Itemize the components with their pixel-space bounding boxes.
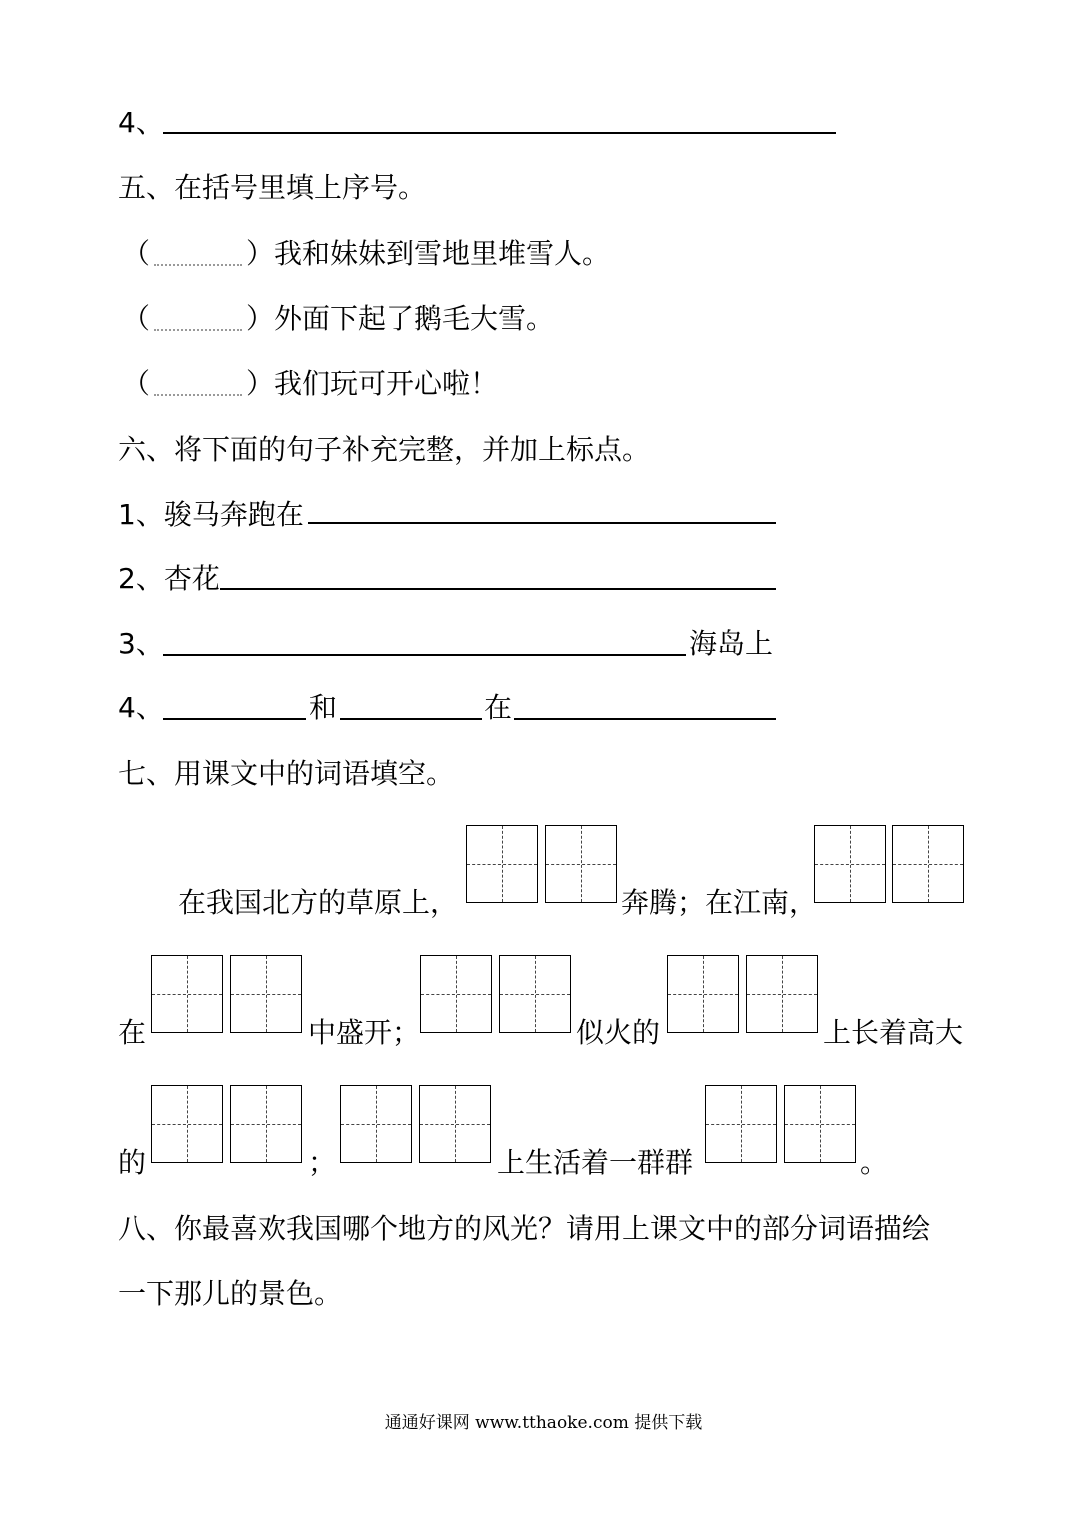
- order-blank[interactable]: [154, 309, 242, 331]
- tian-grid-box[interactable]: [230, 955, 302, 1033]
- order-blank[interactable]: [154, 374, 242, 396]
- tian-grid-box[interactable]: [340, 1085, 412, 1163]
- open-paren: （: [122, 237, 151, 270]
- s7-row3-text-a: 的: [118, 1146, 147, 1179]
- tian-grid-box[interactable]: [151, 955, 223, 1033]
- tian-grid-box[interactable]: [892, 825, 964, 903]
- s6-blank-1[interactable]: [308, 522, 776, 524]
- section-7-title: 七、用课文中的词语填空。: [118, 757, 455, 790]
- s6-blank-4b[interactable]: [340, 718, 482, 720]
- s5-item-1: [122, 236, 610, 272]
- order-blank[interactable]: [154, 244, 242, 266]
- s5-item-3-text: 我们玩可开心啦！: [274, 367, 499, 400]
- section-6-title: 六、将下面的句子补充完整，并加上标点。: [118, 433, 651, 466]
- s5-item-2-text: 外面下起了鹅毛大雪。: [274, 302, 555, 335]
- open-paren: （: [122, 367, 151, 400]
- tian-grid-box[interactable]: [545, 825, 617, 903]
- q4-answer-line[interactable]: [163, 132, 836, 134]
- section-8-line-1: 八、你最喜欢我国哪个地方的风光？请用上课文中的部分词语描绘: [118, 1212, 931, 1245]
- s7-row2-text-a: 在: [118, 1016, 147, 1049]
- tian-grid-box[interactable]: [784, 1085, 856, 1163]
- close-paren: ）: [246, 367, 275, 400]
- s7-row2-text-c: 似火的: [576, 1016, 661, 1049]
- s6-line-3-suffix: 海岛上: [689, 627, 774, 660]
- tian-grid-box[interactable]: [230, 1085, 302, 1163]
- tian-grid-box[interactable]: [151, 1085, 223, 1163]
- s6-blank-2[interactable]: [220, 588, 776, 590]
- open-paren: （: [122, 302, 151, 335]
- s6-line-4-and: 和: [309, 691, 338, 724]
- tian-grid-box[interactable]: [420, 955, 492, 1033]
- section-8-line-2: 一下那儿的景色。: [118, 1277, 343, 1310]
- tian-grid-box[interactable]: [499, 955, 571, 1033]
- s5-item-2: [122, 301, 554, 337]
- tian-grid-box[interactable]: [667, 955, 739, 1033]
- s7-row1-text-b: 奔腾；在江南，: [621, 886, 818, 919]
- tian-grid-box[interactable]: [746, 955, 818, 1033]
- s7-row2-text-b: 中盛开；: [308, 1016, 421, 1049]
- s7-row2-text-d: 上长着高大: [823, 1016, 964, 1049]
- s7-row3-text-d: 。: [860, 1146, 889, 1179]
- s6-line-2: 2、杏花: [118, 562, 220, 595]
- s6-blank-3[interactable]: [163, 654, 686, 656]
- tian-grid-box[interactable]: [705, 1085, 777, 1163]
- tian-grid-box[interactable]: [466, 825, 538, 903]
- s7-row3-text-c: 上生活着一群群: [497, 1146, 694, 1179]
- s6-line-3-prefix: 3、: [118, 627, 164, 660]
- s6-line-4-prefix: 4、: [118, 691, 164, 724]
- section-5-title: 五、在括号里填上序号。: [118, 171, 427, 204]
- tian-grid-box[interactable]: [814, 825, 886, 903]
- s6-line-1: 1、骏马奔跑在: [118, 498, 304, 531]
- q4-label: 4、: [118, 106, 164, 139]
- s6-blank-4a[interactable]: [163, 718, 306, 720]
- s7-row1-text-a: 在我国北方的草原上，: [178, 886, 459, 919]
- page-footer: 通通好课网 www.tthaoke.com 提供下载: [384, 1413, 703, 1433]
- tian-grid-box[interactable]: [419, 1085, 491, 1163]
- close-paren: ）: [246, 237, 275, 270]
- close-paren: ）: [246, 302, 275, 335]
- s5-item-3: [122, 366, 498, 402]
- s7-row3-text-b: ；: [308, 1146, 337, 1179]
- s6-line-4-at: 在: [484, 691, 513, 724]
- s5-item-1-text: 我和妹妹到雪地里堆雪人。: [274, 237, 611, 270]
- s6-blank-4c[interactable]: [514, 718, 776, 720]
